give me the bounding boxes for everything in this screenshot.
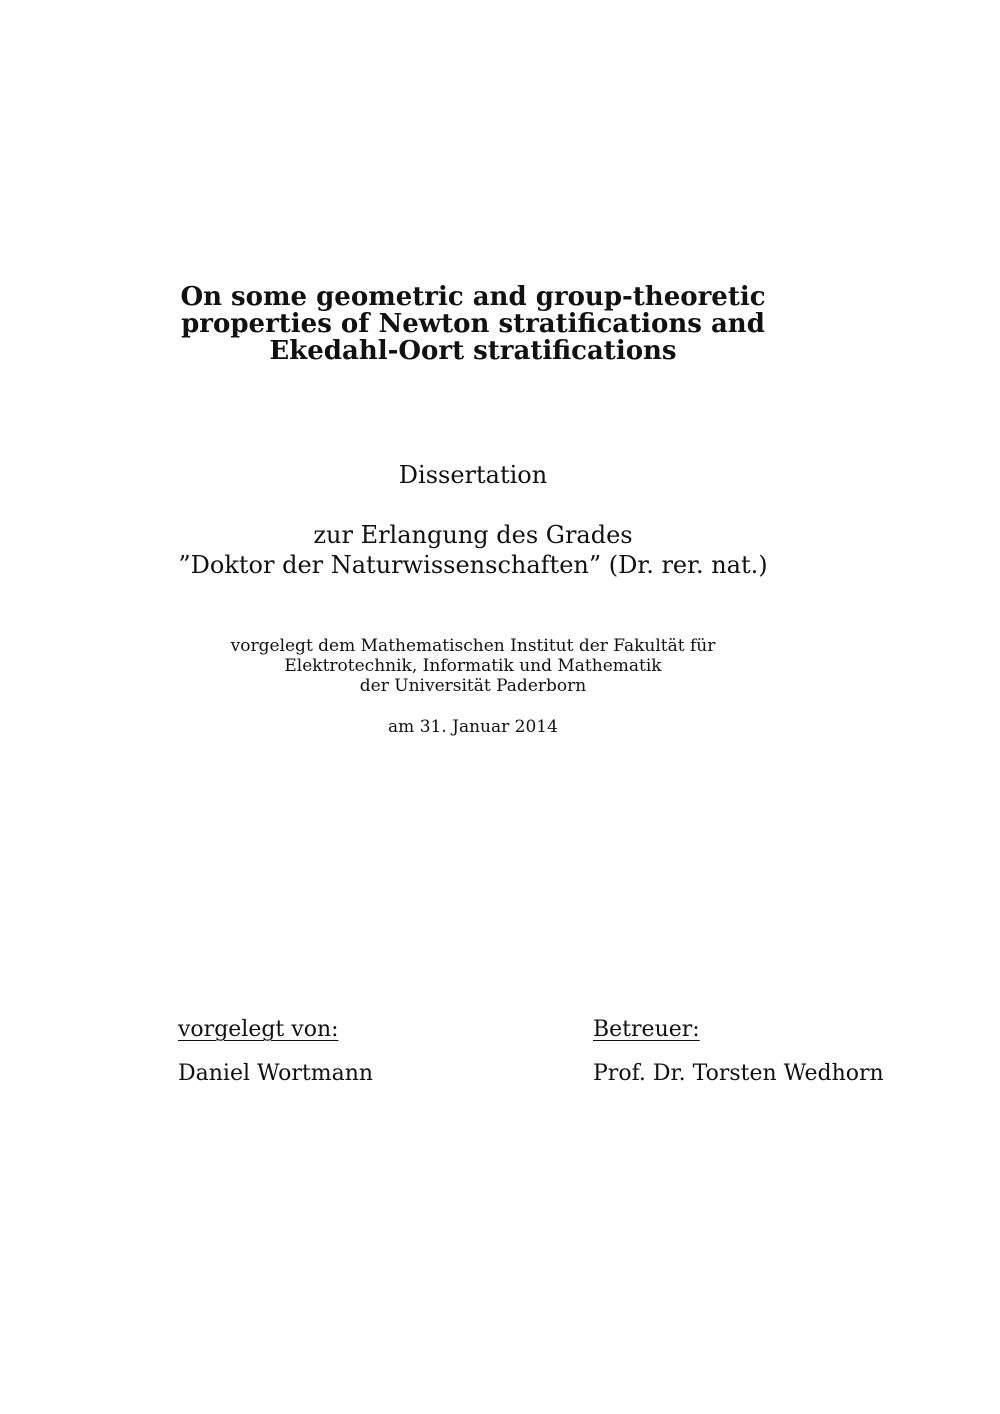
- institution-line-1: vorgelegt dem Mathematischen Institut der Fakultät für: [230, 636, 716, 656]
- thesis-title: [100, 284, 846, 365]
- submission-date: am 31. Januar 2014: [388, 717, 558, 737]
- author-block: [178, 1016, 373, 1088]
- degree-statement: [100, 520, 846, 580]
- supervisor-name: Prof. Dr. Torsten Wedhorn: [593, 1061, 884, 1086]
- degree-line-1: zur Erlangung des Grades: [313, 521, 633, 549]
- author-label: vorgelegt von:: [178, 1017, 339, 1042]
- supervisor-label: Betreuer:: [593, 1017, 700, 1042]
- institution-line-3: der Universität Paderborn: [359, 676, 587, 696]
- institution-statement: [100, 636, 846, 696]
- author-name: Daniel Wortmann: [178, 1061, 374, 1086]
- institution-line-2: Elektrotechnik, Informatik und Mathematik: [284, 656, 662, 676]
- thesis-title-line-1: On some geometric and group-theoretic: [180, 282, 766, 312]
- degree-line-2: ”Doktor der Naturwissenschaften” (Dr. rer. nat.): [178, 551, 768, 579]
- thesis-title-line-3: Ekedahl-Oort stratifications: [269, 336, 677, 366]
- document-type: Dissertation: [398, 461, 548, 489]
- thesis-title-line-2: properties of Newton stratifications and: [181, 309, 765, 339]
- supervisor-block: [593, 1016, 884, 1088]
